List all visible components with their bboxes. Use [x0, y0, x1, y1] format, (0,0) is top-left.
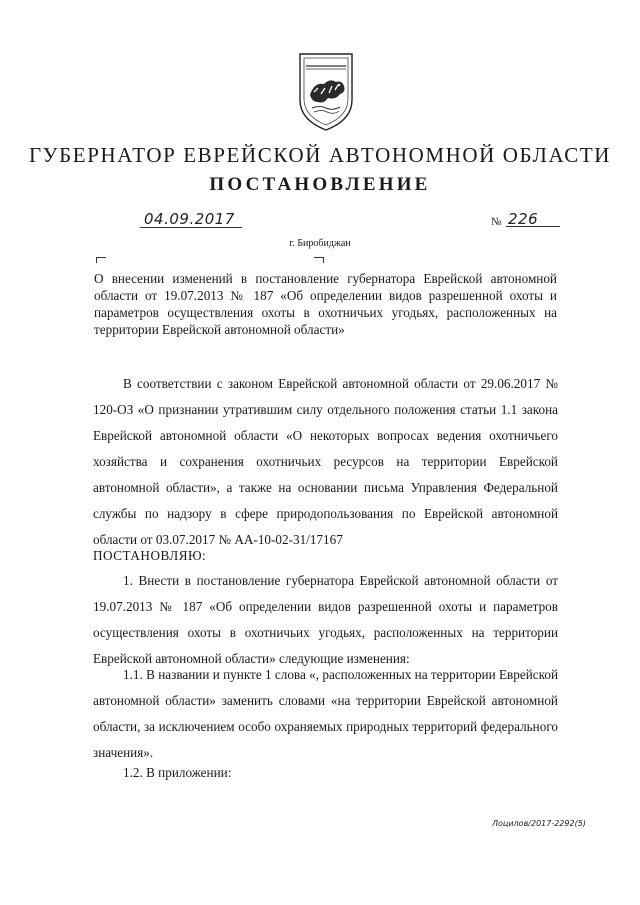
document-date: 04.09.2017: [144, 210, 235, 228]
number-label: №: [491, 216, 502, 228]
date-field: [140, 209, 242, 228]
decree-heading: ПОСТАНОВЛЯЮ:: [93, 548, 207, 563]
clause-1-2: 1.2. В приложении:: [123, 765, 232, 780]
clause-1: 1. Внести в постановление губернатора Еврейской автономной области от 19.07.2013 № 187 «Об определении видов разрешенной охоты и параметров осуществления охоты в охотничьих угодьях, расположенных на территории Еврейской автономной области» следующие изменения:: [93, 573, 558, 666]
coat-of-arms-icon: [294, 50, 358, 132]
document-type-heading: ПОСТАНОВЛЕНИЕ: [209, 174, 431, 195]
footer-code: Лоцилов/2017-2292(5): [492, 819, 586, 828]
clause-1-1: 1.1. В названии и пункте 1 слова «, расположенных на территории Еврейской автономной области» заменить словами «на территории Еврейской автономной области, за исключением особо охраняемых природных территорий федерального значения».: [93, 667, 558, 760]
subject-bracket-left: [96, 257, 106, 263]
number-field: [506, 210, 560, 227]
governor-title: ГУБЕРНАТОР ЕВРЕЙСКОЙ АВТОНОМНОЙ ОБЛАСТИ: [28, 143, 612, 167]
subject-bracket-right: [314, 257, 324, 263]
document-number: 226: [508, 210, 539, 228]
city-label: г. Биробиджан: [289, 238, 351, 249]
intro-paragraph: В соответствии с законом Еврейской автономной области от 29.06.2017 № 120-ОЗ «О признании утратившим силу отдельного положения статьи 1.1 закона Еврейской автономной области «О некоторых вопросах ведения охотничьего хозяйства и сохранения охотничьих ресурсов на территории Еврейской автономной области», а также на основании письма Управления Федеральной службы по надзору в сфере природопользования по Еврейской автономной области от 03.07.2017 № АА-10-02-31/17167: [93, 376, 558, 547]
document-subject: О внесении изменений в постановление губернатора Еврейской автономной области от 19.07.2013 № 187 «Об определении видов разрешенной охоты и параметров осуществления охоты в охотничьих угодьях, расположенных на территории Еврейской автономной области»: [94, 271, 557, 337]
